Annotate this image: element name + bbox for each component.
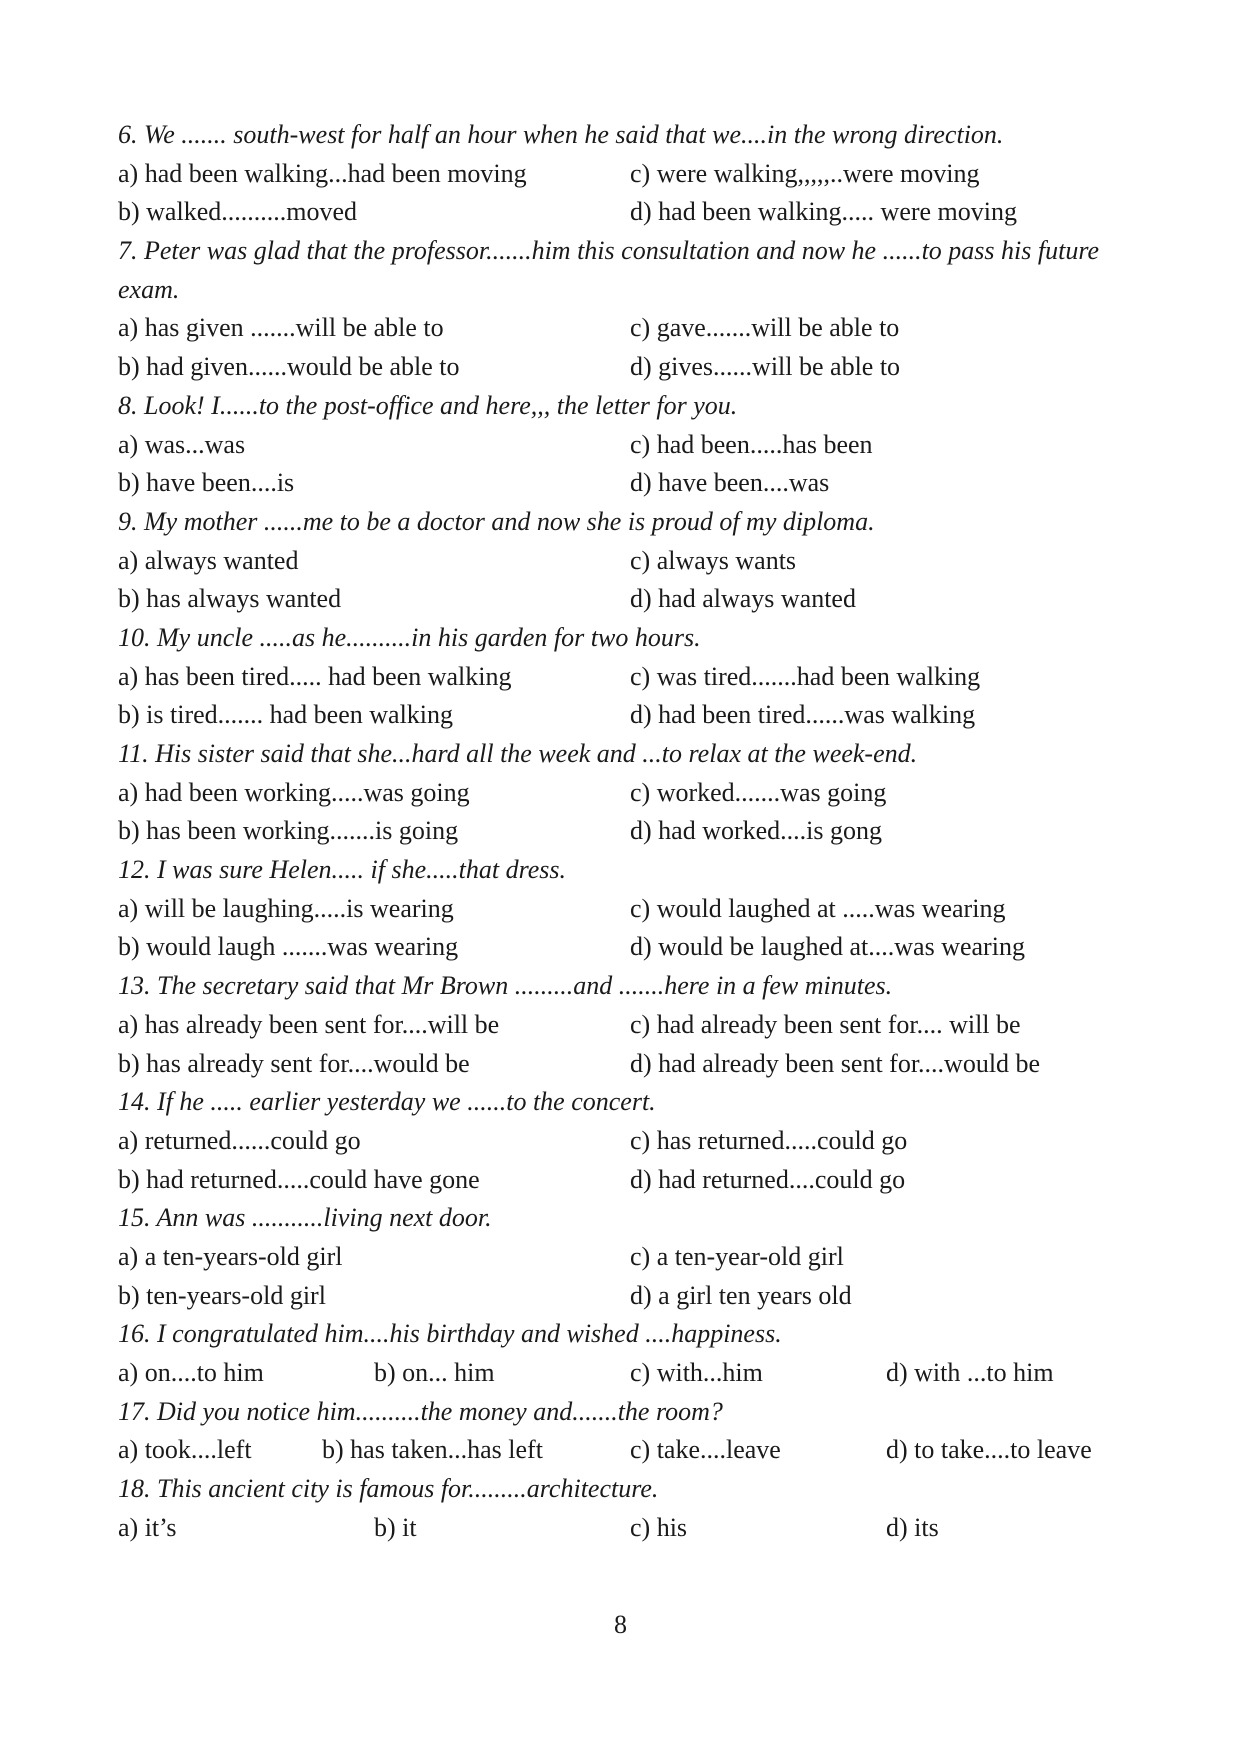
option-9a: a) always wanted [118,545,299,575]
option-14d: d) had returned....could go [630,1164,906,1194]
question-9-text: 9. My mother ......me to be a doctor and now she is proud of my diploma. [118,506,875,536]
option-6a: a) had been walking...had been moving [118,158,527,188]
option-17c: c) take....leave [630,1435,781,1465]
question-14-options-row-2 [118,1161,1138,1200]
question-18-options-row [118,1509,1138,1548]
option-18c: c) his [630,1512,688,1542]
option-17a: a) took....left [118,1435,252,1465]
page-number: 8 [614,1610,627,1639]
option-6c: c) were walking,,,,,..were moving [630,158,980,188]
option-13b: b) has already sent for....would be [118,1048,470,1078]
question-6-text: 6. We ....... south-west for half an hour when he said that we....in the wrong direction. [118,120,1004,149]
option-17b: b) has taken...has left [322,1435,543,1465]
option-18d: d) its [886,1512,939,1542]
option-17d: d) to take....to leave [886,1435,1092,1465]
question-10-text: 10. My uncle .....as he..........in his garden for two hours. [118,622,701,652]
question-10-options-row-1 [118,658,1138,697]
option-7c: c) gave.......will be able to [630,313,900,343]
question-16-options-row [118,1354,1138,1393]
option-12d: d) would be laughed at....was wearing [630,932,1025,962]
option-7a: a) has given .......will be able to [118,313,444,343]
question-14-text: 14. If he ..... earlier yesterday we ......to the concert. [118,1087,656,1117]
question-12-options-row-2 [118,928,1138,967]
question-11-options-row-2 [118,812,1138,851]
option-8d: d) have been....was [630,468,830,498]
option-8c: c) had been.....has been [630,429,873,459]
question-10-options-row-2 [118,696,1138,735]
option-8b: b) have been....is [118,468,295,498]
question-6-options-row-1 [118,155,1138,194]
option-13d: d) had already been sent for....would be [630,1048,1041,1078]
option-10b: b) is tired....... had been walking [118,700,454,730]
option-12c: c) would laughed at .....was wearing [630,893,1006,923]
question-16-text: 16. I congratulated him....his birthday and wished ....happiness. [118,1319,782,1349]
option-9c: c) always wants [630,545,797,575]
option-6b: b) walked..........moved [118,197,358,227]
option-7b: b) had given......would be able to [118,352,460,382]
exercise-content [118,116,1138,1547]
question-9-options-row-1 [118,542,1138,581]
option-16b: b) on... him [374,1358,495,1388]
option-13c: c) had already been sent for.... will be [630,1009,1021,1039]
option-10a: a) has been tired..... had been walking [118,661,512,691]
question-13-options-row-2 [118,1045,1138,1084]
option-16d: d) with ...to him [886,1358,1054,1388]
option-12b: b) would laugh .......was wearing [118,932,459,962]
question-18-text: 18. This ancient city is famous for.........architecture. [118,1474,659,1504]
option-16c: c) with...him [630,1358,763,1388]
question-11-text: 11. His sister said that she...hard all the week and ...to relax at the week-end. [118,739,918,769]
option-14b: b) had returned.....could have gone [118,1164,480,1194]
option-13a: a) has already been sent for....will be [118,1009,500,1039]
option-10c: c) was tired.......had been walking [630,661,981,691]
option-11b: b) has been working.......is going [118,816,459,846]
question-12-text: 12. I was sure Helen..... if she.....that dress. [118,855,566,885]
option-11d: d) had worked....is gong [630,816,883,846]
question-8-options-row-2 [118,464,1138,503]
option-18b: b) it [374,1512,417,1542]
option-15d: d) a girl ten years old [630,1280,852,1310]
option-14a: a) returned......could go [118,1125,361,1155]
question-15-options-row-1 [118,1238,1138,1277]
option-6d: d) had been walking..... were moving [630,197,1018,227]
question-9-options-row-2 [118,580,1138,619]
question-13-options-row-1 [118,1006,1138,1045]
question-8-text: 8. Look! I......to the post-office and here,,, the letter for you. [118,390,738,420]
question-7-text: 7. Peter was glad that the professor.......him this consultation and now he ......to pass his future exam. [118,236,1100,304]
question-12-options-row-1 [118,890,1138,929]
question-7-options-row-1 [118,309,1138,348]
question-17-text: 17. Did you notice him..........the money and.......the room? [118,1396,723,1426]
question-17-options-row [118,1431,1138,1470]
question-11-options-row-1 [118,774,1138,813]
option-14c: c) has returned.....could go [630,1125,908,1155]
question-15-text: 15. Ann was ...........living next door. [118,1203,492,1233]
question-7-options-row-2 [118,348,1138,387]
option-7d: d) gives......will be able to [630,352,901,382]
option-8a: a) was...was [118,429,246,459]
option-16a: a) on....to him [118,1358,264,1388]
option-10d: d) had been tired......was walking [630,700,976,730]
option-15c: c) a ten-year-old girl [630,1241,844,1271]
option-9d: d) had always wanted [630,584,856,614]
option-15b: b) ten-years-old girl [118,1280,326,1310]
question-14-options-row-1 [118,1122,1138,1161]
option-12a: a) will be laughing.....is wearing [118,893,454,923]
option-18a: a) it’s [118,1512,177,1542]
question-15-options-row-2 [118,1277,1138,1316]
question-13-text: 13. The secretary said that Mr Brown .........and .......here in a few minutes. [118,971,893,1001]
question-8-options-row-1 [118,426,1138,465]
option-15a: a) a ten-years-old girl [118,1241,343,1271]
question-6-options-row-2 [118,193,1138,232]
option-11c: c) worked.......was going [630,777,887,807]
option-9b: b) has always wanted [118,584,342,614]
option-11a: a) had been working.....was going [118,777,470,807]
